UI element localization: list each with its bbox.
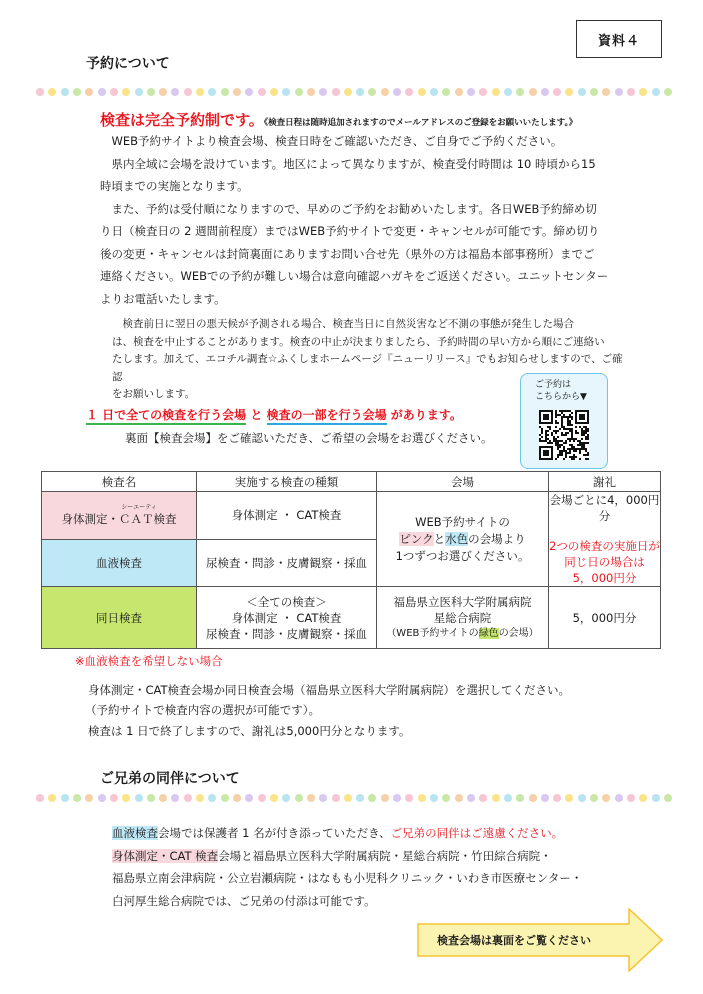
divider-dot [615, 88, 623, 96]
back-page-note: 裏面【検査会場】をご確認いただき、ご希望の会場をお選びください。 [125, 431, 493, 445]
exam-types: 尿検査・問診・皮膚観察・採血 [197, 539, 377, 587]
divider-dot [319, 794, 327, 802]
lead-line [100, 109, 660, 130]
divider-dot [295, 88, 303, 96]
divider-dot [418, 88, 426, 96]
table-header: 実施する検査の種類 [197, 472, 377, 492]
divider-dot [639, 88, 647, 96]
divider-dot [627, 88, 635, 96]
divider-dot [270, 794, 278, 802]
divider-dot [332, 88, 340, 96]
divider-dot [553, 88, 561, 96]
divider-dot [208, 794, 216, 802]
divider-dot [184, 88, 192, 96]
divider-dot [590, 88, 598, 96]
divider-dot [479, 88, 487, 96]
divider-dot [147, 88, 155, 96]
para-line: よりお電話いたします。 [100, 291, 226, 306]
venue-cell-web: WEB予約サイトの ピンクと水色の会場より 1つずつお選びください。 [377, 492, 549, 587]
lead-headline: 検査は完全予約制です。 [100, 111, 264, 129]
siblings-paragraph: 血液検査会場では保護者 1 名が付き添っていただき、ご兄弟の同伴はご遠慮ください。 身体測定・CAT 検査会場と福島県立医科大学附属病院・星総合病院・竹田綜合病院・ 福島県立南会津病院・公立岩瀬病院・はなもも小児科クリニック・いわき市医療センター・ 白河厚生総合病院では、ご兄弟の付添は可能です。 [112, 822, 672, 912]
no-blood-test-line: （予約サイトで検査内容の選択が可能です）。 [85, 703, 320, 717]
divider-dot [442, 794, 450, 802]
divider-dot [73, 88, 81, 96]
divider-dot [627, 794, 635, 802]
exam-name-blood: 血液検査 [42, 539, 197, 587]
table-header-row [42, 472, 661, 492]
para-line: 県内全域に会場を設けています。地区によって異なりますが、検査受付時間は 10 時頃から15 [111, 156, 596, 171]
divider-dot [61, 794, 69, 802]
qr-code-box[interactable] [520, 373, 608, 469]
divider-dot [196, 794, 204, 802]
divider-dot [233, 88, 241, 96]
divider-dot [405, 794, 413, 802]
divider-dot [529, 794, 537, 802]
divider-dot [529, 88, 537, 96]
fee-cell: 5，000円分 [549, 587, 661, 649]
divider-dot [344, 794, 352, 802]
divider-dot [590, 794, 598, 802]
pink-highlight: ピンク [399, 531, 434, 546]
divider-dot [639, 794, 647, 802]
para-line: WEB予約サイトより検査会場、検査日時をご確認いただき、ご自身でご予約ください。 [111, 134, 563, 148]
divider-dot [48, 88, 56, 96]
divider-dot [368, 794, 376, 802]
divider-dot [85, 794, 93, 802]
exam-name: 身体測定・ＣＡＴ検査 [61, 511, 177, 526]
divider-dot [578, 794, 586, 802]
divider-dot [258, 794, 266, 802]
venue-text: WEB予約サイトの [415, 514, 510, 529]
venue-text: 1つずつお選びください。 [395, 548, 530, 563]
divider-dot [221, 88, 229, 96]
divider-dot [282, 794, 290, 802]
divider-dot [61, 88, 69, 96]
divider-dot [492, 794, 500, 802]
table-header: 謝礼 [549, 472, 661, 492]
no-blood-test-line: 検査は 1 日で終了しますので、謝礼は5,000円分となります。 [88, 724, 411, 738]
para-line: をお願いします。 [112, 388, 196, 400]
divider-dot [442, 88, 450, 96]
divider-dot [467, 88, 475, 96]
divider-dot [652, 794, 660, 802]
document-label: 資料４ [576, 20, 662, 58]
and-word: と [250, 408, 263, 422]
divider-dot [307, 88, 315, 96]
divider-dot [393, 794, 401, 802]
para-line: り日（検査日の 2 週間前程度）まではWEB予約サイトで変更・キャンセルが可能です。締め切り [100, 224, 600, 238]
reservation-paragraph [100, 130, 660, 310]
section-title-reservation: 予約について [86, 56, 170, 72]
dot-divider-bottom [36, 792, 672, 804]
para-line: 白河厚生総合病院では、ご兄弟の付添は可能です。 [112, 893, 376, 908]
divider-dot [258, 88, 266, 96]
divider-dot [381, 88, 389, 96]
divider-dot [110, 88, 118, 96]
divider-dot [602, 88, 610, 96]
blue-highlight: 水色 [445, 531, 469, 546]
divider-dot [615, 794, 623, 802]
divider-dot [135, 88, 143, 96]
divider-dot [122, 88, 130, 96]
table-row [42, 492, 661, 540]
para-line: 検査前日に翌日の悪天候が予測される場合、検査当日に自然災害など不測の事態が発生した場合 [122, 318, 574, 330]
back-page-arrow-text: 検査会場は裏面をご覧ください [437, 934, 591, 947]
lead-notice: 《検査日程は随時追加されますのでメールアドレスのご登録をお願いいたします。》 [263, 118, 578, 128]
divider-dot [221, 794, 229, 802]
body-cat-highlight: 身体測定・CAT 検査 [112, 848, 219, 863]
full-venue-label: １ 日で全ての検査を行う会場 [86, 408, 246, 425]
divider-dot [319, 88, 327, 96]
qr-code-icon[interactable] [539, 410, 589, 460]
divider-dot [664, 794, 672, 802]
divider-dot [159, 794, 167, 802]
para-line: は、検査を中止することがあります。検査の中止が決まりましたら、予約時間の早い方から順にご連絡い [112, 335, 605, 348]
divider-dot [332, 794, 340, 802]
divider-dot [73, 794, 81, 802]
divider-dot [516, 88, 524, 96]
divider-dot [652, 88, 660, 96]
exam-types: ＜全ての検査＞ 身体測定 ・ CAT検査 尿検査・問診・皮膚観察・採血 [197, 587, 377, 649]
divider-dot [356, 794, 364, 802]
divider-dot [541, 88, 549, 96]
divider-dot [171, 794, 179, 802]
divider-dot [602, 794, 610, 802]
divider-dot [541, 794, 549, 802]
divider-dot [664, 88, 672, 96]
divider-dot [36, 88, 44, 96]
para-line: 時頃までの実施となります。 [100, 179, 249, 193]
divider-dot [479, 794, 487, 802]
divider-dot [344, 88, 352, 96]
ruby-text: シーエーティ [121, 503, 157, 511]
no-blood-test-title: ※血液検査を希望しない場合 [75, 654, 223, 668]
fee-text: 会場ごとに4，000円分 [549, 493, 660, 523]
divider-dot [98, 88, 106, 96]
qr-label: ご予約は こちらから▼ [535, 380, 587, 402]
divider-dot [578, 88, 586, 96]
para-line: 連絡ください。WEBでの予約が難しい場合は意向確認ハガキをご返送ください。ユニットセンター [100, 269, 609, 283]
table-header: 会場 [377, 472, 549, 492]
fee-note: 5，000円分 [572, 571, 637, 585]
para-line: たします。加えて、エコチル調査☆ふくしまホームページ『ニューリリース』でもお知らせしますので、ご確認 [112, 353, 623, 383]
fee-note: 同じ日の場合は [564, 555, 645, 569]
para-line: また、予約は受付順になりますので、早めのご予約をお勧めいたします。各日WEB予約締め切 [111, 201, 597, 216]
blood-highlight: 血液検査 [112, 826, 158, 840]
divider-dot [504, 794, 512, 802]
divider-dot [110, 794, 118, 802]
divider-dot [184, 794, 192, 802]
no-blood-test-line: 身体測定・CAT検査会場か同日検査会場（福島県立医科大学附属病院）を選択してください。 [88, 683, 571, 697]
divider-dot [85, 88, 93, 96]
divider-dot [98, 794, 106, 802]
divider-dot [159, 88, 167, 96]
divider-dot [381, 794, 389, 802]
divider-dot [245, 88, 253, 96]
divider-dot [368, 88, 376, 96]
venue-types-line [86, 406, 462, 423]
venue-cell-hospital: 福島県立医科大学附属病院 星総合病院 （WEB予約サイトの緑色の会場） [377, 587, 549, 649]
divider-dot [270, 88, 278, 96]
divider-dot [295, 794, 303, 802]
divider-dot [245, 794, 253, 802]
para-line: 後の変更・キャンセルは封筒裏面にありますお問い合せ先（県外の方は福島本部事務所）までご [100, 246, 595, 261]
divider-dot [171, 88, 179, 96]
para-line: 福島県立南会津病院・公立岩瀬病院・はなもも小児科クリニック・いわき市医療センター・ [112, 871, 583, 885]
dot-divider-top [36, 86, 672, 98]
divider-dot [393, 88, 401, 96]
divider-dot [48, 794, 56, 802]
divider-dot [196, 88, 204, 96]
table-header: 検査名 [42, 472, 197, 492]
divider-dot [565, 794, 573, 802]
divider-dot [122, 794, 130, 802]
exam-name-body-cat [42, 492, 197, 540]
sibling-warning: ご兄弟の同伴はご遠慮ください。 [390, 826, 564, 840]
fee-cell [549, 492, 661, 587]
divider-dot [147, 794, 155, 802]
divider-dot [553, 794, 561, 802]
divider-dot [455, 88, 463, 96]
divider-dot [455, 794, 463, 802]
divider-dot [307, 794, 315, 802]
divider-dot [418, 794, 426, 802]
venue-line-end: があります。 [390, 408, 462, 422]
divider-dot [565, 88, 573, 96]
divider-dot [405, 88, 413, 96]
divider-dot [356, 88, 364, 96]
fee-note: 2つの検査の実施日が [549, 539, 660, 553]
divider-dot [504, 88, 512, 96]
section-title-siblings: ご兄弟の同伴について [100, 771, 240, 787]
divider-dot [467, 794, 475, 802]
table-row [42, 587, 661, 649]
divider-dot [135, 794, 143, 802]
exam-types: 身体測定 ・ CAT検査 [197, 492, 377, 540]
exam-table [41, 471, 661, 649]
divider-dot [208, 88, 216, 96]
partial-venue-label: 検査の一部を行う会場 [267, 408, 387, 425]
divider-dot [36, 794, 44, 802]
divider-dot [492, 88, 500, 96]
divider-dot [233, 794, 241, 802]
divider-dot [430, 88, 438, 96]
divider-dot [430, 794, 438, 802]
exam-name-sameday: 同日検査 [42, 587, 197, 649]
divider-dot [282, 88, 290, 96]
divider-dot [516, 794, 524, 802]
green-highlight: 緑色 [478, 627, 499, 639]
